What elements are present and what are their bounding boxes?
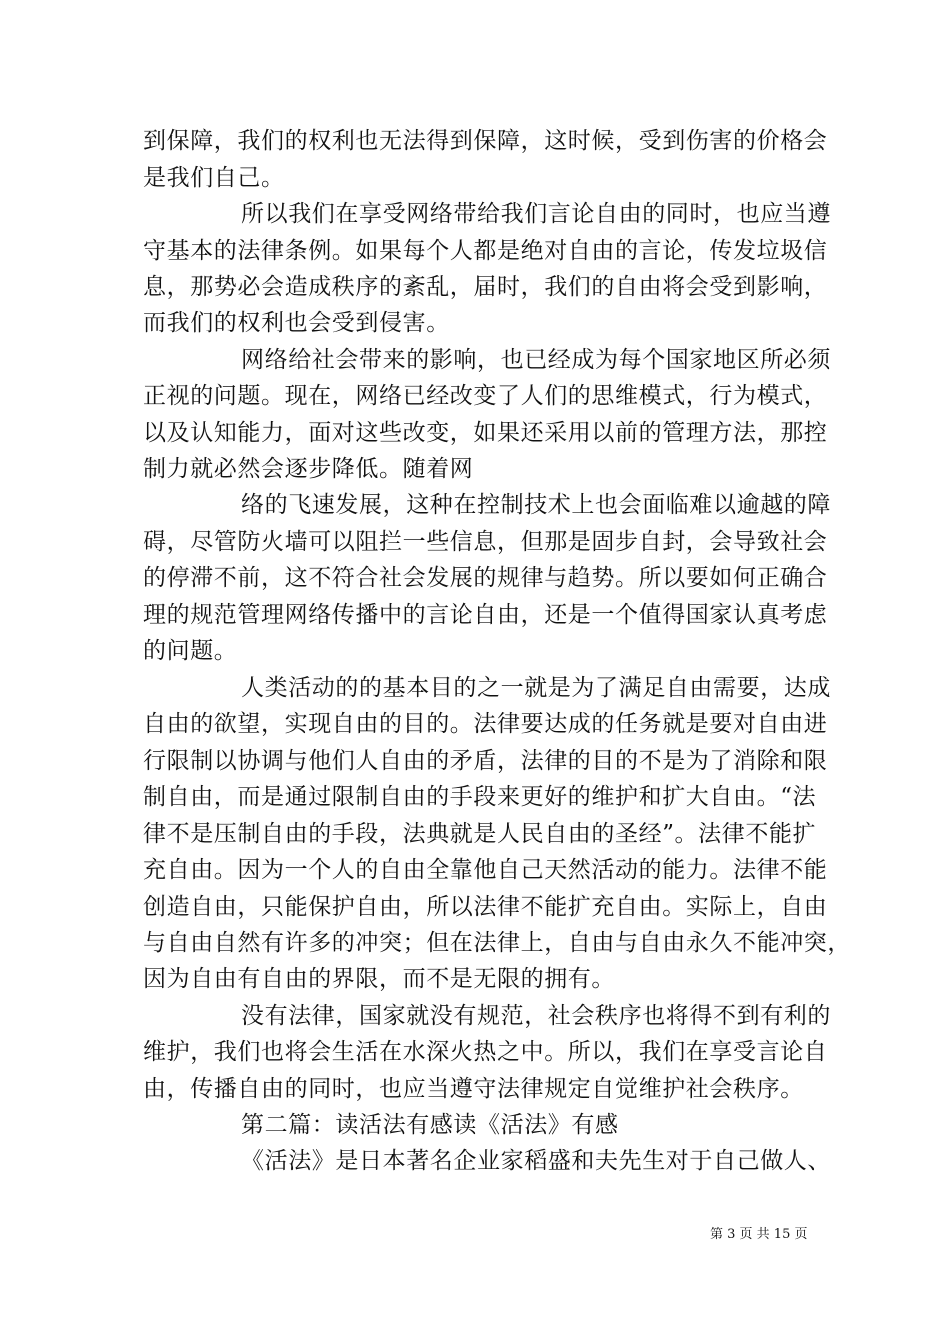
section-heading: 第二篇：读活法有感读《活法》有感 <box>241 1112 619 1138</box>
paragraph-start-line: 没有法律，国家就没有规范，社会秩序也将得不到有利的 <box>241 1003 831 1029</box>
page-number-footer: 第 3 页 共 15 页 <box>710 1227 808 1242</box>
text-line: 碍，尽管防火墙可以阻拦一些信息，但那是固步自封，会导致社会 <box>143 529 828 555</box>
text-line: 因为自由有自由的界限，而不是无限的拥有。 <box>143 966 615 992</box>
paragraph-start-line: 网络给社会带来的影响，也已经成为每个国家地区所必须 <box>241 347 831 373</box>
text-line: 充自由。因为一个人的自由全靠他自己天然活动的能力。法律不能 <box>143 857 828 883</box>
text-line: 守基本的法律条例。如果每个人都是绝对自由的言论，传发垃圾信 <box>143 238 828 264</box>
text-line: 理的规范管理网络传播中的言论自由，还是一个值得国家认真考虑 <box>143 602 828 628</box>
text-line: 而我们的权利也会受到侵害。 <box>143 310 450 336</box>
paragraph-start-line: 络的飞速发展，这种在控制技术上也会面临难以逾越的障 <box>241 492 831 518</box>
text-line: 与自由自然有许多的冲突；但在法律上，自由与自由永久不能冲突， <box>143 930 851 956</box>
text-line: 到保障，我们的权利也无法得到保障，这时候，受到伤害的价格会 <box>143 128 828 154</box>
text-line: 创造自由，只能保护自由，所以法律不能扩充自由。实际上，自由 <box>143 894 828 920</box>
text-line: 是我们自己。 <box>143 165 285 191</box>
text-line: 正视的问题。现在，网络已经改变了人们的思维模式，行为模式， <box>143 383 828 409</box>
text-line: 自由的欲望，实现自由的目的。法律要达成的任务就是要对自由进 <box>143 711 828 737</box>
paragraph-start-line: 人类活动的的基本目的之一就是为了满足自由需要，达成 <box>241 675 831 701</box>
paragraph-start-line: 所以我们在享受网络带给我们言论自由的同时，也应当遵 <box>241 201 831 227</box>
text-line: 制力就必然会逐步降低。随着网 <box>143 456 474 482</box>
paragraph-start-line: 《活法》是日本著名企业家稻盛和夫先生对于自己做人、 <box>241 1148 831 1174</box>
text-line: 由，传播自由的同时，也应当遵守法律规定自觉维护社会秩序。 <box>143 1076 804 1102</box>
text-line: 维护，我们也将会生活在水深火热之中。所以，我们在享受言论自 <box>143 1039 828 1065</box>
text-line: 以及认知能力，面对这些改变，如果还采用以前的管理方法，那控 <box>143 420 828 446</box>
text-line: 制自由，而是通过限制自由的手段来更好的维护和扩大自由。“法 <box>143 784 817 810</box>
text-line: 息，那势必会造成秩序的紊乱，届时，我们的自由将会受到影响， <box>143 274 828 300</box>
text-line: 的问题。 <box>143 638 238 664</box>
text-line: 律不是压制自由的手段，法典就是人民自由的圣经”。法律不能扩 <box>143 821 817 847</box>
text-line: 行限制以协调与他们人自由的矛盾，法律的目的不是为了消除和限 <box>143 748 828 774</box>
text-line: 的停滞不前，这不符合社会发展的规律与趋势。所以要如何正确合 <box>143 565 828 591</box>
